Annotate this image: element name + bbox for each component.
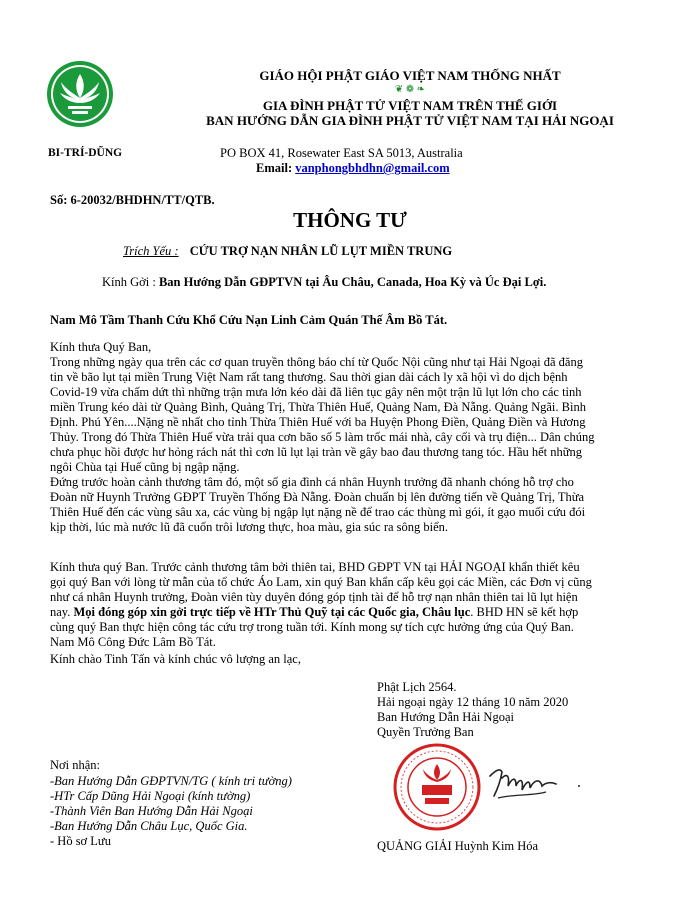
doc-title: THÔNG TƯ xyxy=(293,208,407,232)
body-line-with-emphasis xyxy=(50,605,658,620)
recipients-label: Nơi nhận: xyxy=(50,758,101,772)
text-fragment: nay. xyxy=(50,605,74,619)
handwritten-signature xyxy=(484,756,584,806)
org-name-1: GIÁO HỘI PHẬT GIÁO VIỆT NAM THỐNG NHẤT xyxy=(259,68,561,83)
org-name-3: BAN HƯỚNG DẪN GIA ĐÌNH PHẬT TỬ VIỆT NAM TẠI HẢI NGOẠI xyxy=(206,113,614,128)
body-line: miền Trung kéo dài từ Quảng Bình, Quảng Trị, Thừa Thiên Huế, Quảng Nam, Đà Nẵng. Quảng Ngãi. Bình xyxy=(50,400,586,414)
body-line: Thiên Huế đến các vùng sâu xa, các vùng bị ngập lụt nặng nề để trao các thùng mì gói, ít gạo muối cứu đói xyxy=(50,505,586,519)
email-line xyxy=(256,161,450,176)
paragraph-2 xyxy=(50,475,658,535)
greeting: Kính thưa Quý Ban, xyxy=(50,340,152,354)
buddhist-era: Phật Lịch 2564. xyxy=(377,680,457,694)
signature-block xyxy=(377,680,568,740)
address: PO BOX 41, Rosewater East SA 5013, Australia xyxy=(220,146,463,160)
body-line: cùng quý Ban thực hiện công tác cứu trợ trong tuần tới. Kính mong sự tích cực hưởng ứng của Quý Ban. xyxy=(50,620,574,634)
email-link[interactable]: vanphongbhdhn@gmail.com xyxy=(295,161,450,175)
summary-text: CỨU TRỢ NẠN NHÂN LŨ LỤT MIỀN TRUNG xyxy=(189,244,453,258)
summary-label: Trích Yếu : xyxy=(123,244,179,258)
summary-line xyxy=(123,244,452,259)
paragraph-3 xyxy=(50,560,658,650)
signer-name: QUẢNG GIẢI Huỳnh Kim Hóa xyxy=(377,839,539,853)
body-line: gọi quý Ban với lòng từ mẫn của tổ chức Áo Lam, xin quý Ban khẩn cấp kêu gọi các Miền, các Đơn vị cũng xyxy=(50,575,592,589)
body-line: kịp thời, lúc mà nước lũ đã cuốn trôi lương thực, hoa màu, gia súc ra sông biển. xyxy=(50,520,449,534)
recipient-item: -Ban Hướng Dẫn GĐPTVN/TG ( kính tri tường) xyxy=(50,774,292,788)
addressee-line xyxy=(102,275,546,290)
body-line: ngôi Chùa tại Huế cũng bị ngập nặng. xyxy=(50,460,240,474)
body-line: tin về bão lụt tại miền Trung Việt Nam rất tang thương. Sau thời gian dài cách ly xã hội vì do dịch bệnh xyxy=(50,370,568,384)
signer-role: Quyền Trưởng Ban xyxy=(377,725,474,739)
text-fragment: . BHD HN sẽ kết hợp xyxy=(470,605,579,619)
emphasis-text: Mọi đóng góp xin gởi trực tiếp về HTr Thủ Quỹ tại các Quốc gia, Châu lục xyxy=(73,605,471,619)
body-line: Trong những ngày qua trên các cơ quan truyền thông báo chí từ Quốc Nội cũng như tại Hải Ngoại đã đăng xyxy=(50,355,583,369)
body-line: Đoàn nữ Huynh Trưởng GĐPT Truyền Thống Đà Nẵng. Đoàn chuẩn bị lên đường tiến về Quảng Trị, Thừa xyxy=(50,490,585,504)
recipients-block xyxy=(50,758,292,849)
addressee-text: Ban Hướng Dẫn GĐPTVN tại Âu Châu, Canada, Hoa Kỳ và Úc Đại Lợi. xyxy=(158,275,547,289)
ornament: ❦ ❁ ❧ xyxy=(394,84,426,95)
official-seal xyxy=(392,742,482,832)
body-line: Định. Phú Yên....Nặng nề nhất cho tỉnh Thừa Thiên Huế với ba Huyện Phong Điền, Quảng Điền và Hương xyxy=(50,415,586,429)
body-line: Nam Mô Công Đức Lâm Bồ Tát. xyxy=(50,635,216,649)
body-line: chưa phục hồi được hư hỏng rách nát thì cơn lũ lụt lại tràn về gây bao đau thương tang tóc. Hầu hết những xyxy=(50,445,583,459)
body-line: Thủy. Trong đó Thừa Thiên Huế vừa trải qua cơn bão số 5 làm trốc mái nhà, cây cối và trụ điện... Dân chúng xyxy=(50,430,595,444)
addressee-label: Kính Gởi : xyxy=(102,275,156,289)
doc-number: Số: 6-20032/BHDHN/TT/QTB. xyxy=(50,193,215,207)
email-label: Email: xyxy=(256,161,293,175)
invocation: Nam Mô Tầm Thanh Cứu Khổ Cứu Nạn Linh Cảm Quán Thế Âm Bồ Tát. xyxy=(50,313,448,327)
motto: BI-TRÍ-DŨNG xyxy=(48,147,123,159)
recipient-item: - Hồ sơ Lưu xyxy=(50,834,111,848)
org-name-2: GIA ĐÌNH PHẬT TỬ VIỆT NAM TRÊN THẾ GIỚI xyxy=(262,98,558,113)
body-line: Đứng trước hoàn cảnh thương tâm đó, một số gia đình cá nhân Huynh trưởng đã nhanh chóng hỗ trợ cho xyxy=(50,475,574,489)
paragraph-1 xyxy=(50,355,658,475)
recipient-item: -Thành Viên Ban Hướng Dẫn Hải Ngoại xyxy=(50,804,253,818)
date-line: Hải ngoại ngày 12 tháng 10 năm 2020 xyxy=(377,695,569,709)
body-line: Covid-19 vừa chấm dứt thì những trận mưa lớn kéo dài đã liên tục gây nên một trận lũ lụt lớn cho các tỉnh xyxy=(50,385,582,399)
recipient-item: -Ban Hướng Dẫn Châu Lục, Quốc Gia. xyxy=(50,819,248,833)
recipient-item: -HTr Cấp Dũng Hải Ngoại (kính tường) xyxy=(50,789,251,803)
body-line: như cá nhân Huynh trưởng, Đoàn viên tùy duyên đóng góp tịnh tài để hỗ trợ nạn nhân thiên tai lũ lụt hiện xyxy=(50,590,578,604)
body-line: Kính thưa quý Ban. Trước cảnh thương tâm bởi thiên tai, BHD GĐPT VN tại HẢI NGOẠI khẩn thiết kêu xyxy=(50,560,580,574)
signer-org: Ban Hướng Dẫn Hải Ngoại xyxy=(377,710,514,724)
closing: Kính chào Tinh Tấn và kính chúc vô lượng an lạc, xyxy=(50,652,301,666)
